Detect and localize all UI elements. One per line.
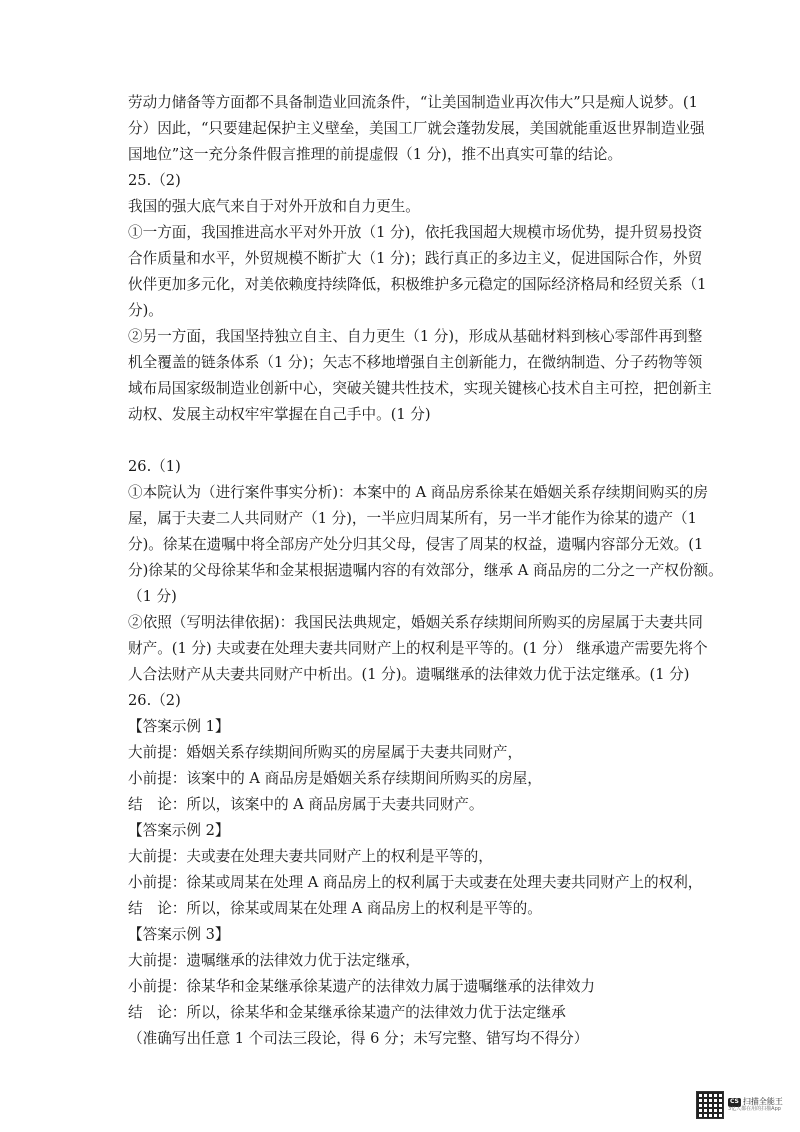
text-line: 我国的强大底气来自于对外开放和自力更生。: [128, 198, 420, 215]
text-line: ②另一方面，我国坚持独立自主、自力更生（1 分)，形成从基础材料到核心零部件再到整: [128, 328, 703, 345]
text-line: 分）因此，“只要建起保护主义壁垒，美国工厂就会蓬勃发展，美国就能重返世界制造业强: [128, 120, 705, 137]
text-line: （1 分): [128, 588, 177, 605]
text-line: 动权、发展主动权牢牢掌握在自己手中。(1 分): [128, 406, 431, 423]
text-line: 伙伴更加多元化，对美依赖度持续降低，积极维护多元稳定的国际经济格局和经贸关系（1: [128, 276, 707, 293]
watermark-app-name: 扫描全能王: [742, 1096, 783, 1106]
text-line: 分)徐某的父母徐某华和金某根据遗嘱内容的有效部分，继承 A 商品房的二分之一产权份额。: [128, 562, 723, 579]
watermark-tagline: 3亿人都在用的扫描App: [728, 1105, 781, 1112]
text-line: 劳动力储备等方面都不具备制造业回流条件，“让美国制造业再次伟大”只是痴人说梦。(1: [128, 94, 698, 111]
text-line: 【答案示例 3】: [128, 926, 230, 943]
text-line: 机全覆盖的链条体系（1 分)；矢志不移地增强自主创新能力，在微纳制造、分子药物等领: [128, 354, 703, 371]
camscanner-watermark: [696, 1088, 792, 1122]
text-line: 大前提：婚姻关系存续期间所购买的房屋属于夫妻共同财产，: [128, 744, 523, 761]
text-line: ①本院认为（进行案件事实分析)：本案中的 A 商品房系徐某在婚姻关系存续期间购买的房: [128, 484, 709, 501]
camscanner-logo-icon: CS: [730, 1097, 739, 1105]
text-line: 小前提：徐某或周某在处理 A 商品房上的权利属于夫或妻在处理夫妻共同财产上的权利，: [128, 874, 703, 891]
text-line: （准确写出任意 1 个司法三段论，得 6 分；未写完整、错写均不得分）: [128, 1030, 589, 1047]
text-line: 人合法财产从夫妻共同财产中析出。(1 分)。遗嘱继承的法律效力优于法定继承。(1 分): [128, 666, 690, 683]
text-line: 国地位”这一充分条件假言推理的前提虚假（1 分)，推不出真实可靠的结论。: [128, 146, 623, 163]
text-line: 小前提：该案中的 A 商品房是婚姻关系存续期间所购买的房屋，: [128, 770, 542, 787]
text-line: ①一方面，我国推进高水平对外开放（1 分)，依托我国超大规模市场优势，提升贸易投资: [128, 224, 703, 241]
watermark-text: [728, 1098, 783, 1112]
qr-code-icon: [696, 1091, 724, 1119]
text-line: 分)。徐某在遗嘱中将全部房产处分归其父母，侵害了周某的权益，遗嘱内容部分无效。(1: [128, 536, 704, 553]
text-line: 26.（1): [128, 458, 181, 475]
text-line: 合作质量和水平，外贸规模不断扩大（1 分)；践行真正的多边主义，促进国际合作，外贸: [128, 250, 703, 267]
text-line: ②依照（写明法律依据)：我国民法典规定，婚姻关系存续期间所购买的房屋属于夫妻共同: [128, 614, 703, 631]
text-line: 大前提：遗嘱继承的法律效力优于法定继承，: [128, 952, 420, 969]
text-line: 25.（2): [128, 172, 181, 189]
text-line: 小前提：徐某华和金某继承徐某遗产的法律效力属于遗嘱继承的法律效力: [128, 978, 596, 995]
text-line: 【答案示例 2】: [128, 822, 230, 839]
text-line: 结 论：所以，徐某华和金某继承徐某遗产的法律效力优于法定继承: [128, 1004, 566, 1021]
text-line: 结 论：所以，该案中的 A 商品房属于夫妻共同财产。: [128, 796, 484, 813]
text-line: 域布局国家级制造业创新中心，突破关键共性技术，实现关键核心技术自主可控，把创新主: [128, 380, 712, 397]
text-line: 结 论：所以，徐某或周某在处理 A 商品房上的权利是平等的。: [128, 900, 542, 917]
text-line: 大前提：夫或妻在处理夫妻共同财产上的权利是平等的，: [128, 848, 493, 865]
text-line: 屋，属于夫妻二人共同财产（1 分)，一半应归周某所有，另一半才能作为徐某的遗产（1: [128, 510, 697, 527]
text-line: 分)。: [128, 302, 163, 319]
text-line: 26.（2): [128, 692, 181, 709]
blank-line: [128, 428, 688, 454]
text-line: 财产。(1 分) 夫或妻在处理夫妻共同财产上的权利是平等的。(1 分） 继承遗产需要先将个: [128, 640, 708, 657]
document-page: [128, 90, 723, 1052]
text-line: 【答案示例 1】: [128, 718, 230, 735]
